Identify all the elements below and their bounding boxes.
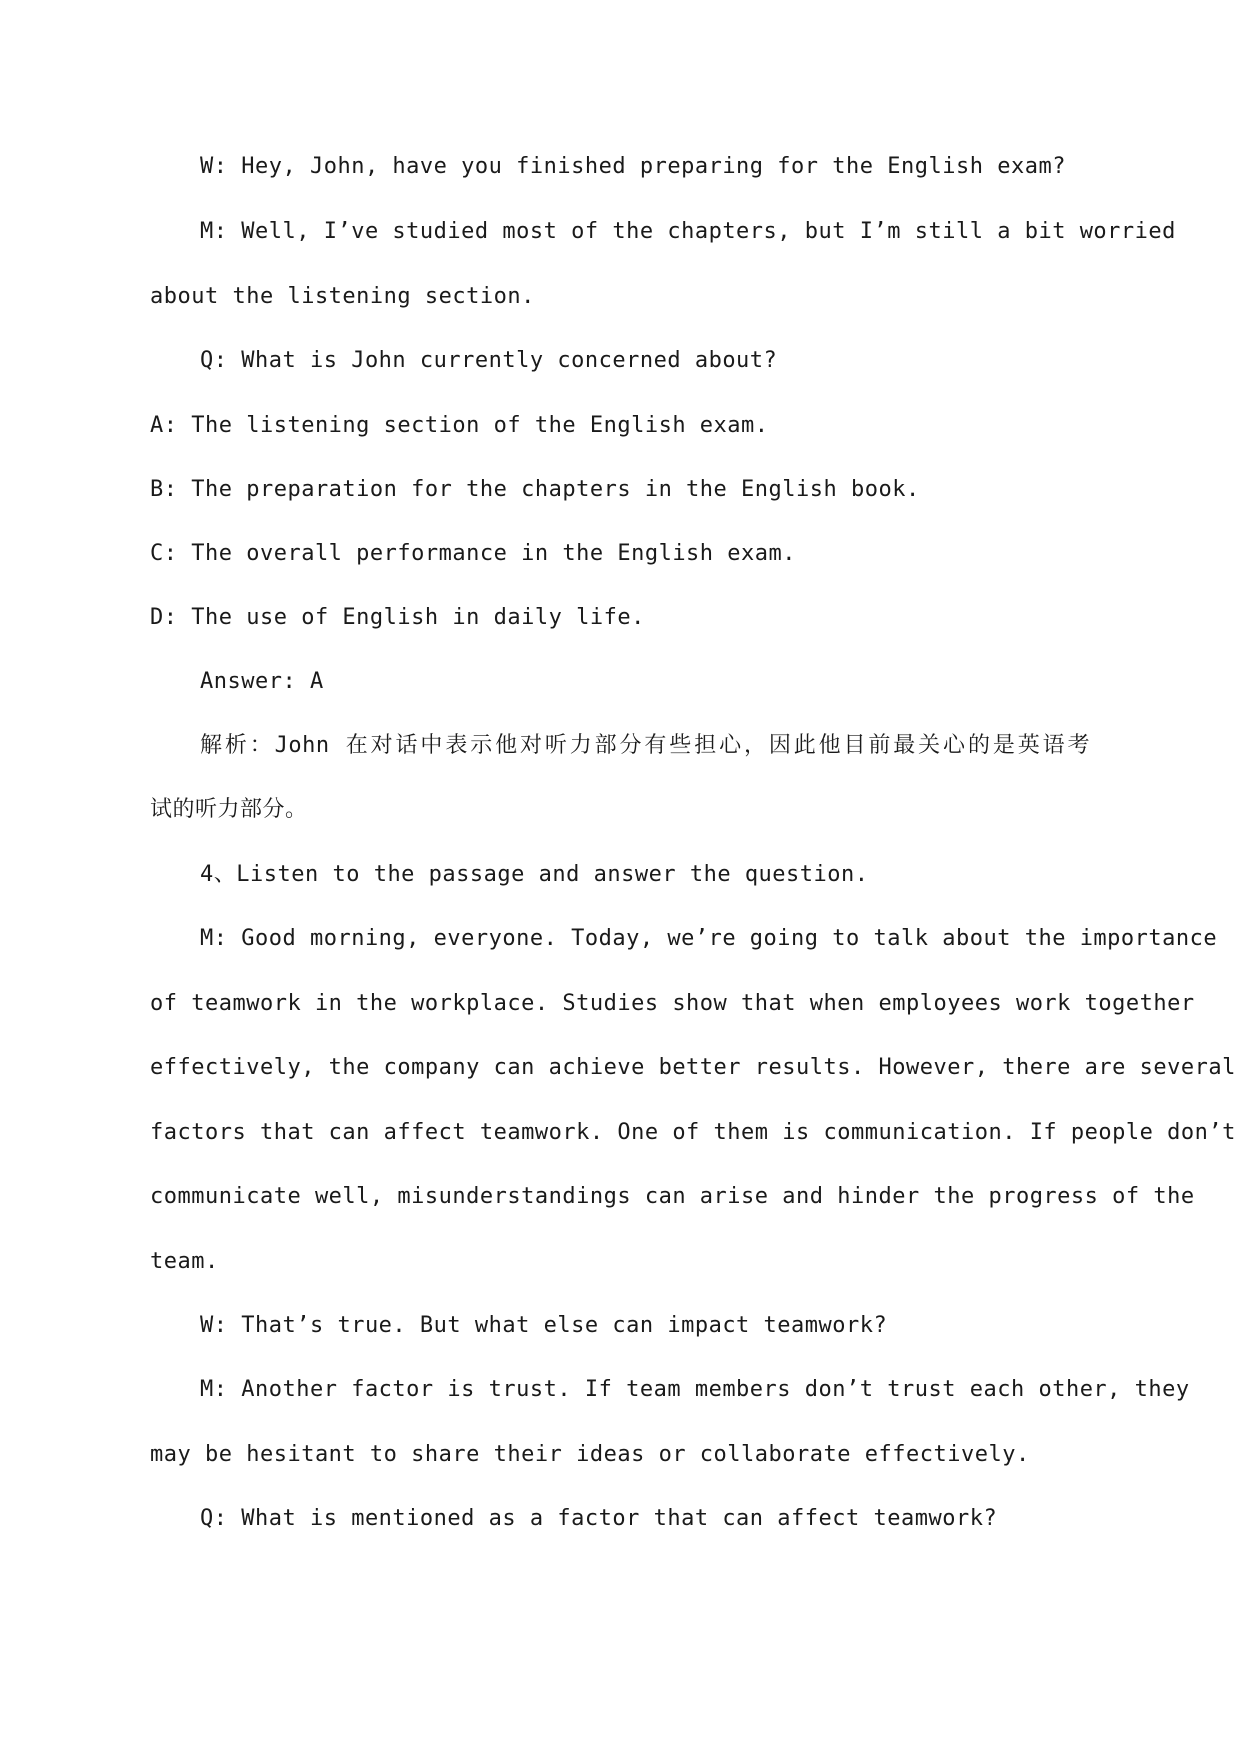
dialogue-line-m1-cont: about the listening section. (150, 284, 535, 309)
question-3: Q: What is John currently concerned about? (200, 348, 778, 373)
passage-line-4: factors that can affect teamwork. One of them is communication. If people don’t (150, 1120, 1236, 1145)
option-b: B: The preparation for the chapters in the English book. (150, 477, 920, 502)
question-4: Q: What is mentioned as a factor that can affect teamwork? (200, 1506, 998, 1531)
dialogue-line-m1: M: Well, I’ve studied most of the chapters, but I’m still a bit worried (200, 219, 1176, 244)
passage-line-6: team. (150, 1249, 219, 1274)
passage-line-3: effectively, the company can achieve better results. However, there are several (150, 1055, 1236, 1080)
section-4-heading: 4、Listen to the passage and answer the question. (200, 862, 869, 887)
option-c: C: The overall performance in the English exam. (150, 541, 797, 566)
analysis-line-cont: 试的听力部分。 (150, 797, 308, 822)
dialogue-line-w2: W: That’s true. But what else can impact teamwork? (200, 1313, 888, 1338)
passage-line-2: of teamwork in the workplace. Studies show that when employees work together (150, 991, 1195, 1016)
answer-line: Answer: A (200, 669, 324, 694)
option-a: A: The listening section of the English exam. (150, 413, 769, 438)
passage-line-5: communicate well, misunderstandings can arise and hinder the progress of the (150, 1184, 1195, 1209)
passage-line-1: M: Good morning, everyone. Today, we’re going to talk about the importance (200, 926, 1218, 951)
option-d: D: The use of English in daily life. (150, 605, 645, 630)
dialogue-line-w1: W: Hey, John, have you finished preparing for the English exam? (200, 154, 1066, 179)
dialogue-line-m2: M: Another factor is trust. If team members don’t trust each other, they (200, 1377, 1190, 1402)
dialogue-line-m2-cont: may be hesitant to share their ideas or collaborate effectively. (150, 1442, 1030, 1467)
analysis-line: 解析：John 在对话中表示他对听力部分有些担心，因此他目前最关心的是英语考 (200, 733, 1090, 758)
